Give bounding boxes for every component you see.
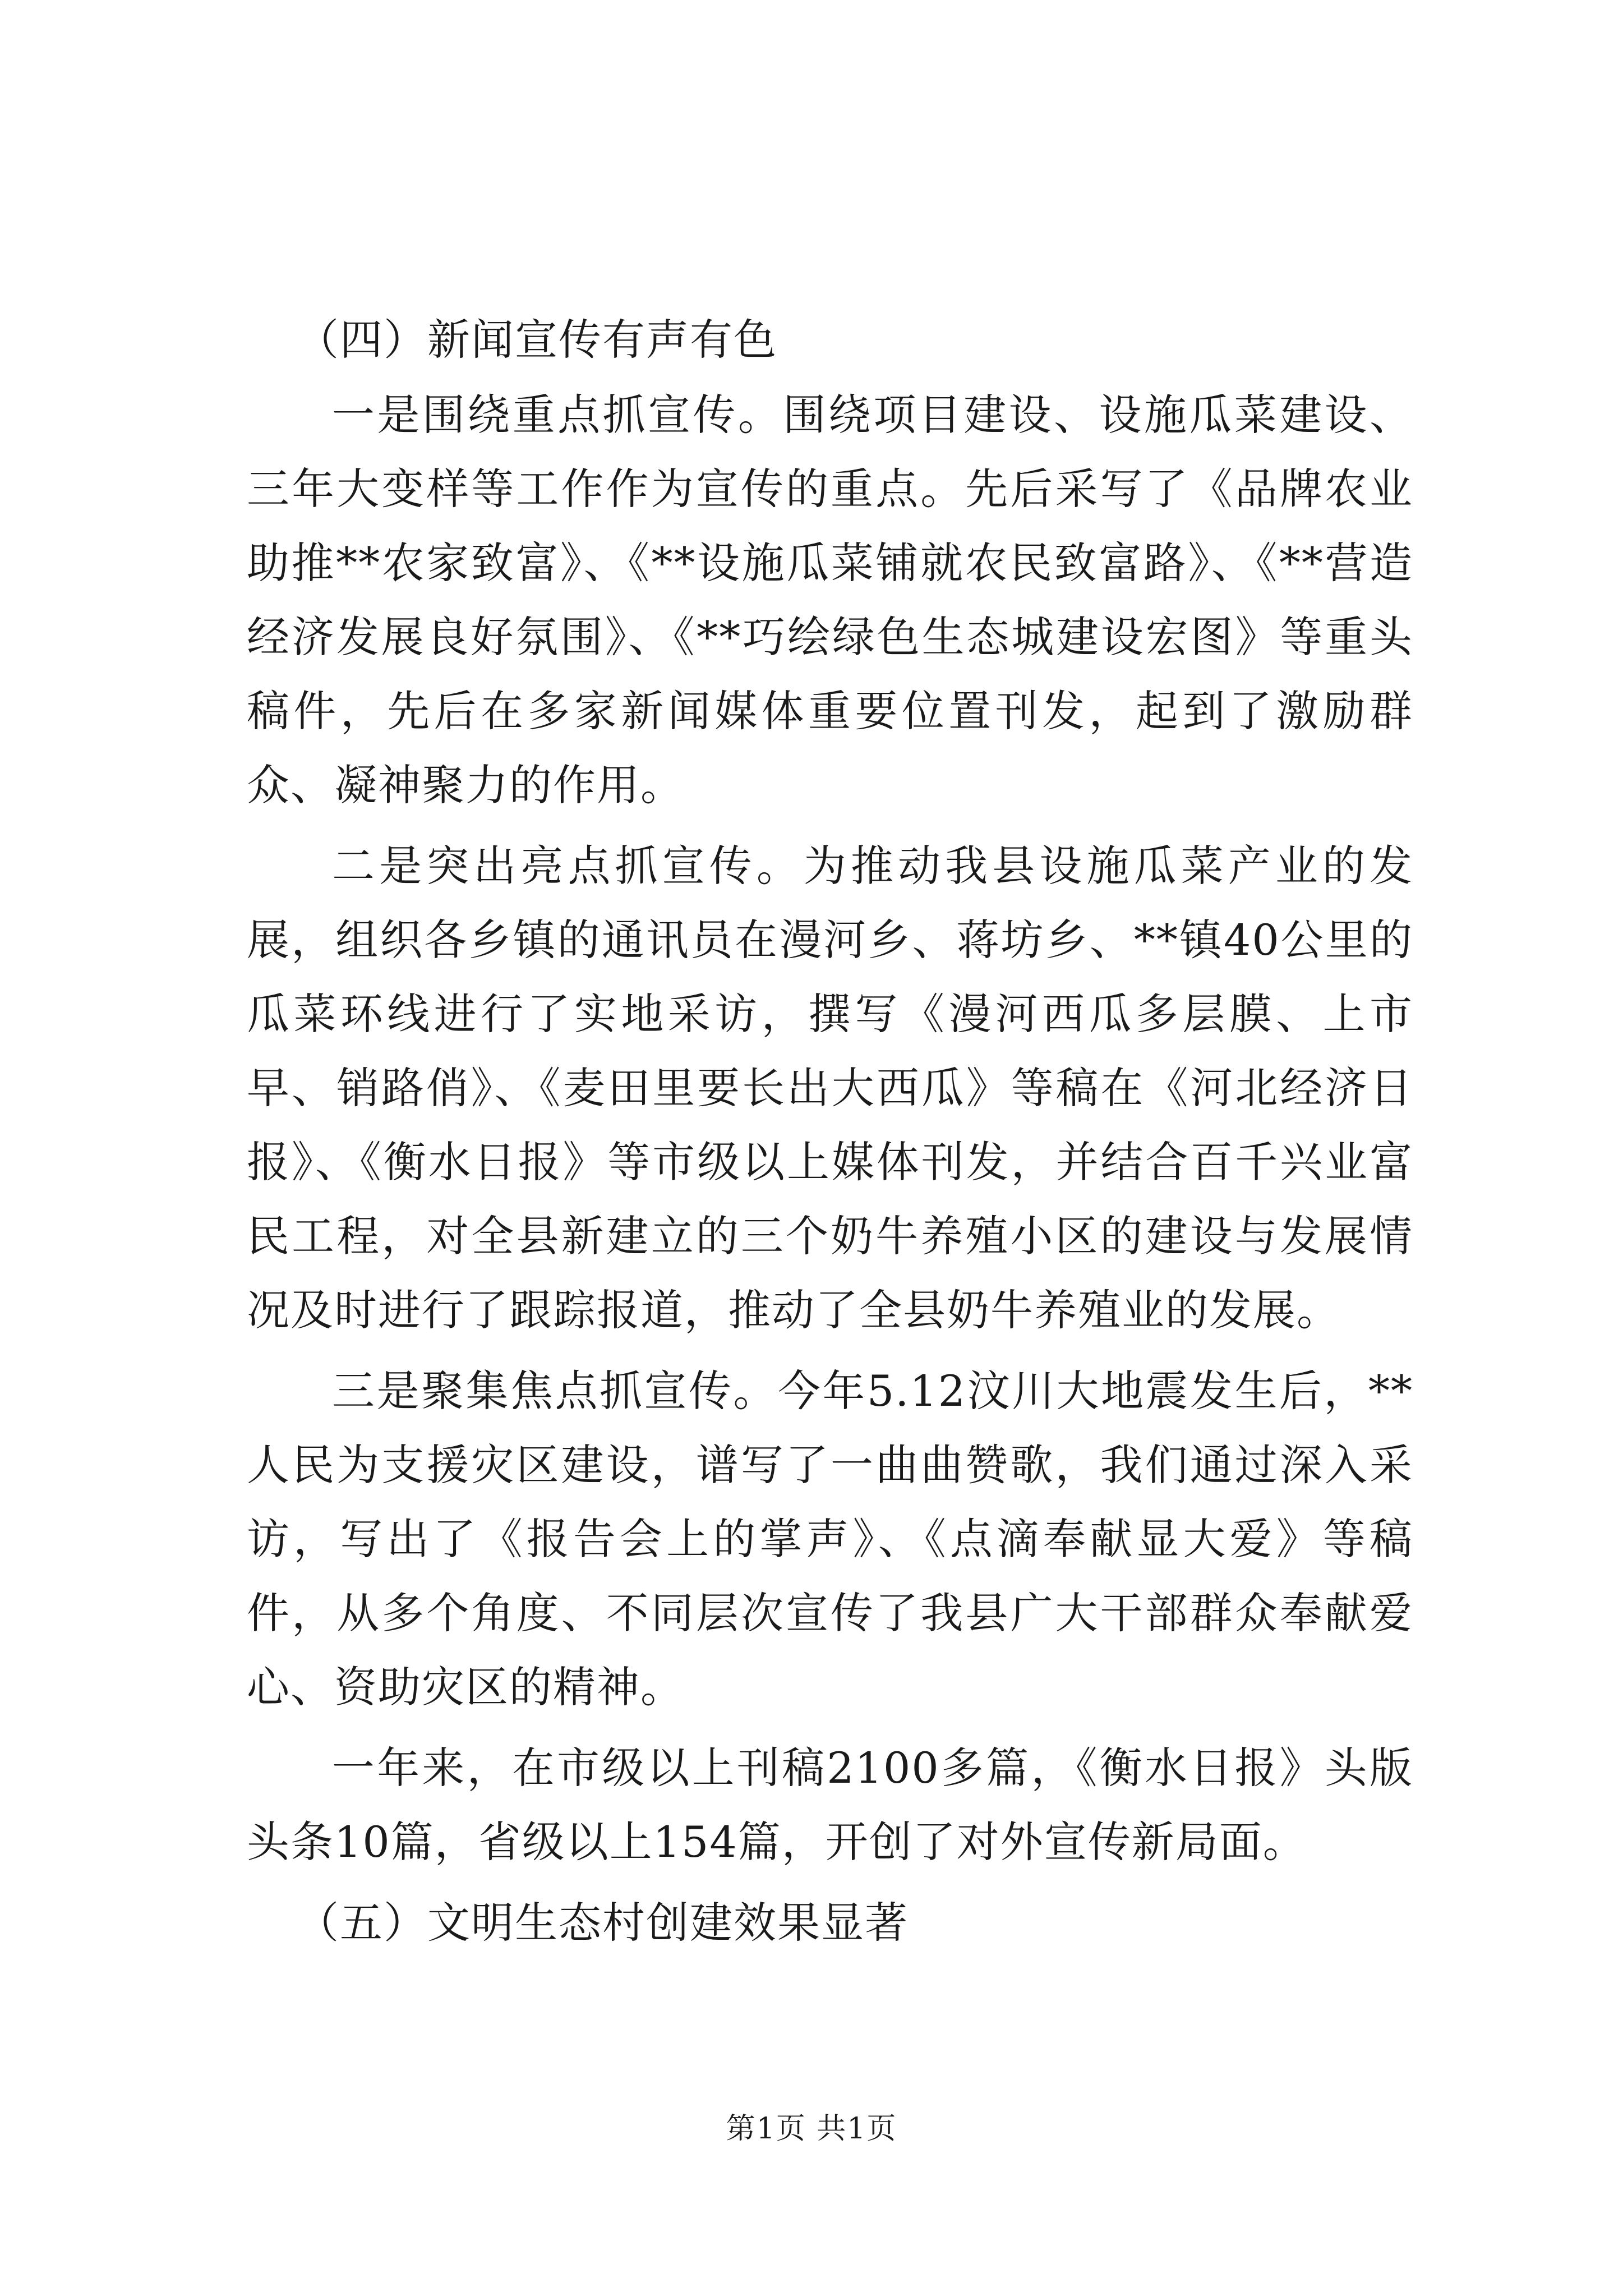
paragraph-annual-summary: 一年来，在市级以上刊稿2100多篇，《衡水日报》头版头条10篇，省级以上154篇，开创了对外宣传新局面。 <box>247 1743 1413 1867</box>
paragraph-focus-publicity: 一是围绕重点抓宣传。围绕项目建设、设施瓜菜建设、三年大变样等工作作为宣传的重点。先后采写了《品牌农业助推**农家致富》、《**设施瓜菜铺就农民致富路》、《**营造经济发展良好氛围》、《**巧绘绿色生态城建设宏图》等重头稿件，先后在多家新闻媒体重要位置刊发，起到了激励群众、凝神聚力的作用。 <box>247 390 1413 810</box>
paragraph-hotspot-publicity: 三是聚集焦点抓宣传。今年5.12汶川大地震发生后，**人民为支援灾区建设，谱写了一曲曲赞歌，我们通过深入采访，写出了《报告会上的掌声》、《点滴奉献显大爱》等稿件，从多个角度、不同层次宣传了我县广大干部群众奉献爱心、资助灾区的精神。 <box>247 1366 1413 1712</box>
section-heading-5: （五）文明生态村创建效果显著 <box>296 1898 909 1948</box>
section-heading-4: （四）新闻宣传有声有色 <box>296 315 777 365</box>
document-body <box>247 303 1413 1961</box>
paragraph-highlight-publicity: 二是突出亮点抓宣传。为推动我县设施瓜菜产业的发展，组织各乡镇的通讯员在漫河乡、蒋坊乡、**镇40公里的瓜菜环线进行了实地采访，撰写《漫河西瓜多层膜、上市早、销路俏》、《麦田里要长出大西瓜》等稿在《河北经济日报》、《衡水日报》等市级以上媒体刊发，并结合百千兴业富民工程，对全县新建立的三个奶牛养殖小区的建设与发展情况及时进行了跟踪报道，推动了全县奶牛养殖业的发展。 <box>247 841 1413 1335</box>
page-footer: 第1页 共1页 <box>726 2112 897 2146</box>
